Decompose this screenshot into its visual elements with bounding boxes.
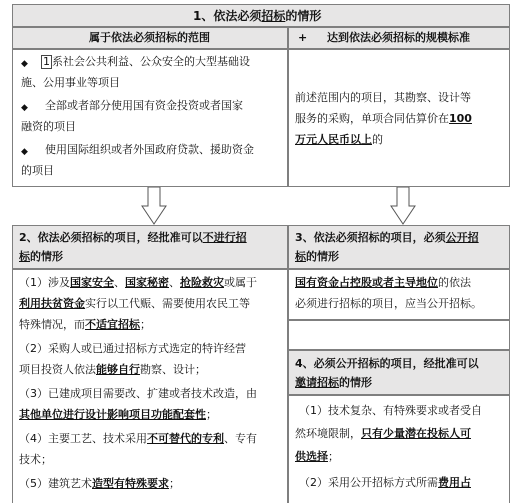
bullet-icon: ◆ xyxy=(21,59,28,69)
bullet-icon: ◆ xyxy=(21,147,28,157)
scope-item-3: 使用国际组织或者外国政府贷款、援助资金 xyxy=(45,143,254,156)
sec3-line-1: 国有资金占控股或者主导地位的依法 xyxy=(295,276,471,289)
scope-header: 属于依法必须招标的范围 xyxy=(89,31,210,44)
section-gap xyxy=(288,320,510,350)
section-2-title-line-2: 标的情形 xyxy=(19,250,63,263)
scope-item-3-cont: 的项目 xyxy=(21,164,54,177)
sec2-item-1-line-1: （1）涉及国家安全、国家秘密、抢险救灾或属于 xyxy=(19,276,257,289)
scope-item-2-cont: 融资的项目 xyxy=(21,120,76,133)
section-3-title-line-2: 标的情形 xyxy=(295,250,339,263)
sec2-item-1-line-3: 特殊情况，而不适宜招标； xyxy=(19,318,151,331)
down-arrow-icon xyxy=(390,187,416,225)
bullet-icon: ◆ xyxy=(21,103,28,113)
scope-item-1-cont: 施、公用事业等项目 xyxy=(21,76,120,89)
scope-item-1: 1 系社会公共利益、公众安全的大型基础设 xyxy=(43,55,250,68)
text-cursor-box[interactable]: 1 xyxy=(43,55,50,68)
sec4-item-1-line-1: （1）技术复杂、有特殊要求或者受自 xyxy=(299,404,482,417)
sec2-item-3-line-1: （3）已建成项目需要改、扩建或者技术改造，由 xyxy=(19,387,257,400)
sec4-item-2-line-1: （2）采用公开招标方式所需费用占 xyxy=(299,476,471,489)
section-3-title-line-1: 3、依法必须招标的项目，必须公开招 xyxy=(295,231,479,244)
sec2-item-4-line-2: 技术； xyxy=(19,453,52,466)
scale-line-1: 前述范围内的项目，其勘察、设计等 xyxy=(295,91,471,104)
section-4-title-line-2: 邀请招标的情形 xyxy=(295,376,372,389)
sec2-item-4-line-1: （4）主要工艺、技术采用不可替代的专利、专有 xyxy=(19,432,257,445)
sec2-item-1-line-2: 利用扶贫资金实行以工代赈、需要使用农民工等 xyxy=(19,297,250,310)
scale-line-2: 服务的采购，单项合同估算价在100 xyxy=(295,112,472,125)
sec2-item-5-line-1: （5）建筑艺术造型有特殊要求； xyxy=(19,477,180,490)
section-2-title-line-1: 2、依法必须招标的项目，经批准可以不进行招 xyxy=(19,231,247,244)
sec4-item-1-line-3: 供选择； xyxy=(295,450,339,463)
page-title: 1、依法必须招标的情形 xyxy=(193,9,322,23)
sec2-item-2-line-2: 项目投资人依法能够自行勘察、设计； xyxy=(19,363,206,376)
sec4-item-1-line-2: 然环境限制，只有少量潜在投标人可 xyxy=(295,427,471,440)
section-4-title-line-1: 4、必须公开招标的项目，经批准可以 xyxy=(295,357,479,370)
plus-sign: + xyxy=(298,31,308,44)
scale-line-3: 万元人民币以上的 xyxy=(295,133,383,146)
sec2-item-3-line-2: 其他单位进行设计影响项目功能配套性； xyxy=(19,408,217,421)
scope-item-2: 全部或者部分使用国有资金投资或者国家 xyxy=(45,99,243,112)
down-arrow-icon xyxy=(141,187,167,225)
scale-header: 达到依法必须招标的规模标准 xyxy=(327,31,470,44)
sec3-line-2: 必须进行招标的项目，应当公开招标。 xyxy=(295,297,482,310)
sec2-item-2-line-1: （2）采购人或已通过招标方式选定的特许经营 xyxy=(19,342,246,355)
